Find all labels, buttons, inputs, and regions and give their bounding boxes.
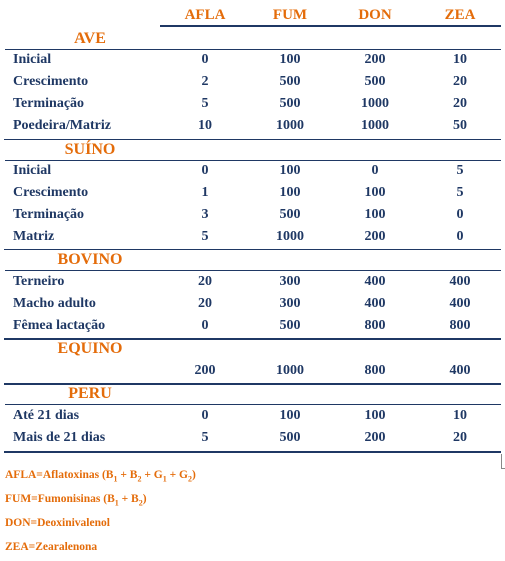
- legend-zea: ZEA=Zearalenona: [5, 541, 98, 553]
- cell-zea: 800: [449, 318, 471, 333]
- table-row: [0, 94, 505, 114]
- cell-zea: 20: [453, 74, 467, 89]
- cell-afla: 5: [201, 430, 209, 445]
- cell-fum: 100: [279, 163, 301, 178]
- cell-afla: 0: [201, 52, 209, 67]
- cell-don: 100: [364, 408, 386, 423]
- section-rule: [5, 270, 501, 271]
- header-rule: [160, 25, 501, 27]
- cell-fum: 500: [279, 74, 301, 89]
- cell-zea: 400: [449, 363, 471, 378]
- row-label: Fêmea lactação: [13, 318, 106, 333]
- row-label: Crescimento: [13, 185, 89, 200]
- table-row: [0, 116, 505, 136]
- legend-fum: FUM=Fumonisinas $(B_1 + B_2)$: [5, 493, 147, 508]
- table-row: [0, 161, 505, 181]
- table-row: [0, 227, 505, 247]
- table-row: [0, 205, 505, 225]
- section-title-suino: SUÍNO: [64, 141, 116, 158]
- cell-zea: 5: [456, 185, 464, 200]
- cell-afla: 20: [198, 296, 212, 311]
- section-title-bovino: BOVINO: [57, 251, 123, 268]
- cell-zea: 20: [453, 96, 467, 111]
- cell-afla: 0: [201, 163, 209, 178]
- table-row: [0, 361, 505, 381]
- row-label: Poedeira/Matriz: [13, 118, 111, 133]
- cell-zea: 400: [449, 274, 471, 289]
- section-title-peru: PERU: [68, 385, 112, 402]
- cell-don: 800: [364, 318, 386, 333]
- section-rule: [4, 249, 501, 250]
- cell-afla: 1: [201, 185, 209, 200]
- header-zea: ZEA: [444, 7, 476, 23]
- table-row: [0, 272, 505, 292]
- cell-don: 500: [364, 74, 386, 89]
- row-label: Macho adulto: [13, 296, 96, 311]
- row-label: Mais de 21 dias: [13, 430, 106, 445]
- cell-don: 1000: [361, 118, 389, 133]
- cell-don: 1000: [361, 96, 389, 111]
- cell-fum: 300: [279, 274, 301, 289]
- cell-fum: 500: [279, 318, 301, 333]
- cell-fum: 1000: [276, 363, 304, 378]
- cell-fum: 1000: [276, 229, 304, 244]
- cell-don: 200: [364, 52, 386, 67]
- table-row: [0, 406, 505, 426]
- cell-don: 100: [364, 185, 386, 200]
- row-label: Terneiro: [13, 274, 65, 289]
- cell-afla: 20: [198, 274, 212, 289]
- cell-zea: 20: [453, 430, 467, 445]
- cell-zea: 10: [453, 408, 467, 423]
- cell-don: 400: [364, 274, 386, 289]
- row-label: Crescimento: [13, 74, 89, 89]
- table-row: [0, 316, 505, 336]
- cell-afla: 3: [201, 207, 209, 222]
- cell-don: 400: [364, 296, 386, 311]
- text-cursor-mark: [501, 454, 505, 469]
- section-title-equino: EQUINO: [57, 340, 123, 357]
- cell-zea: 0: [456, 207, 464, 222]
- cell-fum: 300: [279, 296, 301, 311]
- table-bottom-rule: [4, 451, 501, 453]
- cell-afla: 0: [201, 318, 209, 333]
- cell-fum: 500: [279, 207, 301, 222]
- legend-afla: AFLA=Aflatoxinas $(B_1 + B_2 + G_1 + G_2)$: [5, 469, 196, 484]
- cell-zea: 50: [453, 118, 467, 133]
- cell-don: 800: [364, 363, 386, 378]
- header-fum: FUM: [272, 7, 308, 23]
- cell-fum: 100: [279, 185, 301, 200]
- section-title-ave: AVE: [74, 30, 106, 47]
- table-row: [0, 72, 505, 92]
- table-row: [0, 183, 505, 203]
- cell-afla: 5: [201, 96, 209, 111]
- row-label: Até 21 dias: [13, 408, 80, 423]
- row-label: Inicial: [13, 163, 52, 178]
- cell-zea: 5: [456, 163, 464, 178]
- table-row: [0, 50, 505, 70]
- cell-fum: 1000: [276, 118, 304, 133]
- cell-don: 100: [364, 207, 386, 222]
- row-label: Terminação: [13, 207, 85, 222]
- header-afla: AFLA: [184, 7, 226, 23]
- cell-afla: 0: [201, 408, 209, 423]
- cell-afla: 10: [198, 118, 212, 133]
- cell-fum: 500: [279, 96, 301, 111]
- cell-fum: 500: [279, 430, 301, 445]
- section-rule: [4, 139, 501, 140]
- table-row: [0, 294, 505, 314]
- cell-zea: 10: [453, 52, 467, 67]
- cell-don: 0: [371, 163, 379, 178]
- row-label: Terminação: [13, 96, 85, 111]
- header-don: DON: [358, 7, 392, 23]
- table-row: [0, 428, 505, 448]
- cell-zea: 400: [449, 296, 471, 311]
- legend-don: DON=Deoxinivalenol: [5, 517, 110, 529]
- cell-zea: 0: [456, 229, 464, 244]
- cell-fum: 100: [279, 408, 301, 423]
- cell-fum: 100: [279, 52, 301, 67]
- cell-don: 200: [364, 430, 386, 445]
- section-rule: [5, 404, 501, 405]
- row-label: Inicial: [13, 52, 52, 67]
- cell-afla: 200: [194, 363, 216, 378]
- row-label: Matriz: [13, 229, 55, 244]
- cell-afla: 2: [201, 74, 209, 89]
- cell-afla: 5: [201, 229, 209, 244]
- cell-don: 200: [364, 229, 386, 244]
